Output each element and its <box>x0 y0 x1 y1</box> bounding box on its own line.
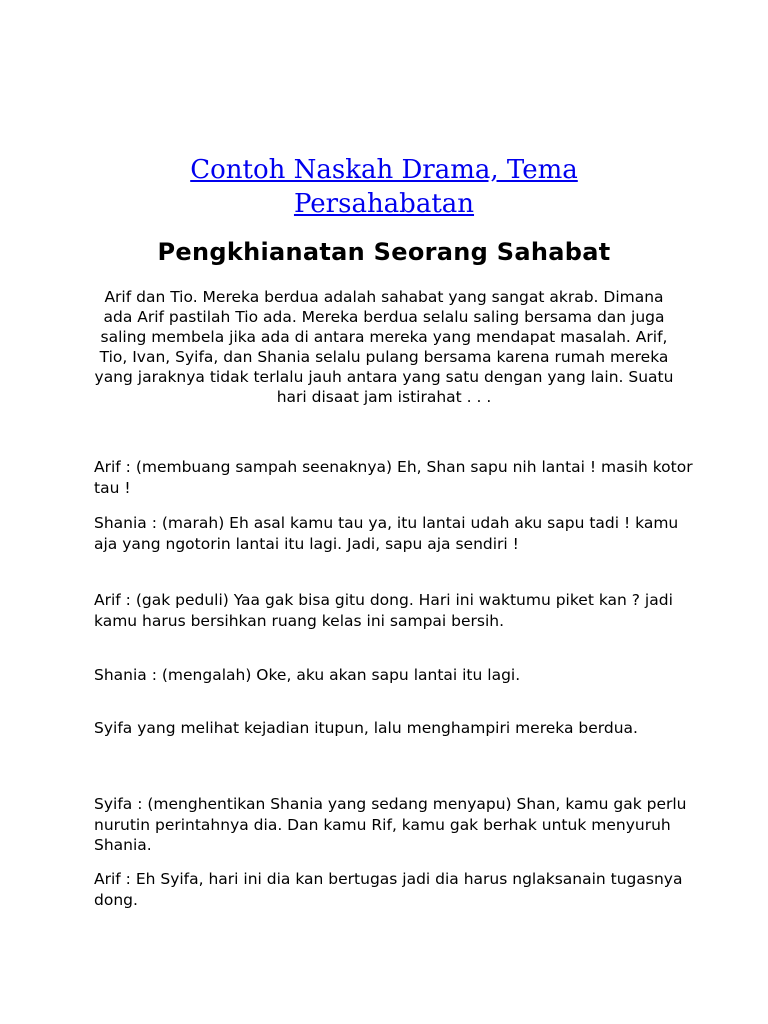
dialog-paragraph: Syifa : (menghentikan Shania yang sedang menyapu) Shan, kamu gak perlu nurutin perintahnya dia. Dan kamu Rif, kamu gak berhak untuk menyuruh Shania. <box>94 795 687 854</box>
subtitle-heading: Pengkhianatan Seorang Sahabat <box>157 238 611 266</box>
title-link[interactable]: Contoh Naskah Drama, Tema Persahabatan <box>190 155 578 219</box>
dialog-paragraph: Arif : Eh Syifa, hari ini dia kan bertugas jadi dia harus nglaksanain tugasnya dong. <box>94 870 683 909</box>
narration-paragraph: Syifa yang melihat kejadian itupun, lalu menghampiri mereka berdua. <box>94 719 638 737</box>
dialog-paragraph: Shania : (mengalah) Oke, aku akan sapu lantai itu lagi. <box>94 666 521 684</box>
dialog-paragraph: Arif : (membuang sampah seenaknya) Eh, Shan sapu nih lantai ! masih kotor tau ! <box>94 458 693 497</box>
dialog-paragraph: Shania : (marah) Eh asal kamu tau ya, itu lantai udah aku sapu tadi ! kamu aja yang ngotorin lantai itu lagi. Jadi, sapu aja sendiri ! <box>94 514 679 553</box>
intro-paragraph: Arif dan Tio. Mereka berdua adalah sahabat yang sangat akrab. Dimana ada Arif pastilah Tio ada. Mereka berdua selalu saling bersama dan juga saling membela jika ada di antara mereka yang mendapat masalah. Arif, Tio, Ivan, Syifa, dan Shania selalu pulang bersama karena rumah mereka yang jaraknya tidak terlalu jauh antara yang satu dengan yang lain. Suatu hari disaat jam istirahat . . . <box>94 288 674 406</box>
dialog-paragraph: Arif : (gak peduli) Yaa gak bisa gitu dong. Hari ini waktumu piket kan ? jadi kamu harus bersihkan ruang kelas ini sampai bersih. <box>94 591 673 630</box>
